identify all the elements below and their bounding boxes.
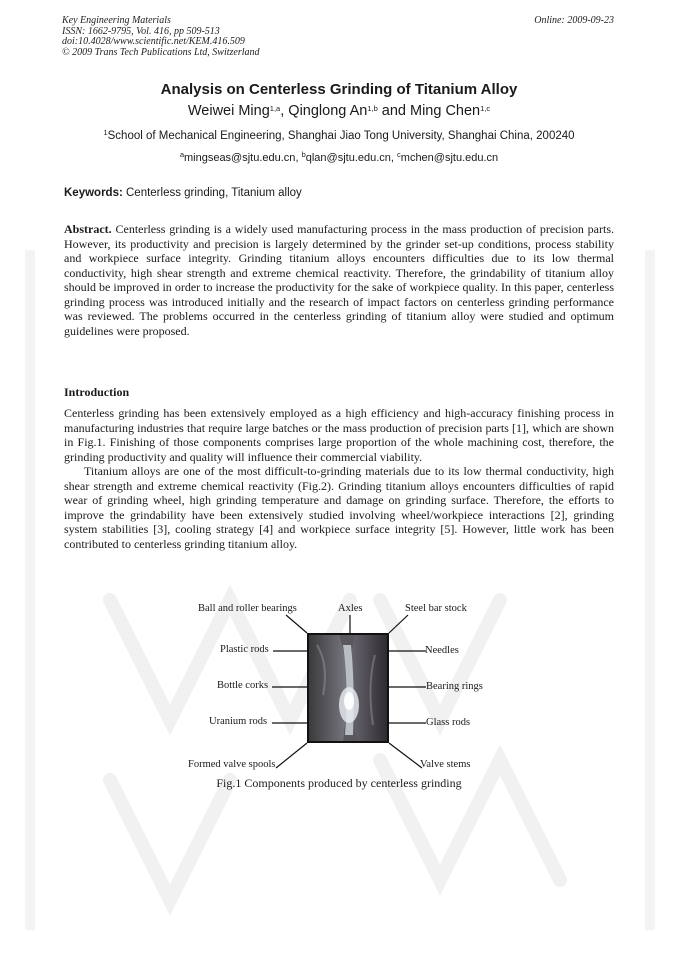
author-separator: and (377, 103, 410, 119)
centerless-grinding-photo (307, 633, 389, 743)
author-name: Weiwei Ming (187, 103, 270, 119)
abstract-text: Centerless grinding is a widely used manufacturing process in the mass production of precision parts. However, its productivity and precision is largely determined by the grinder set-up conditions, process stability and workpiece surface integrity. Grinding titanium alloys encounters difficulties due to its low thermal conductivity, high shear strength and extreme chemical reactivity. Therefore, the grindability of titanium alloy should be improved in order to increase the productivity for the sake of workpiece quality. In this paper, centerless grinding process was introduced initially and the research of impact factors on centerless grinding performance was reviewed. The problems occurred in the centerless grinding of titanium alloy were studied and optimum guidelines were proposed. (64, 222, 614, 338)
figure-label: Bearing rings (426, 681, 483, 692)
email-separator: , (390, 152, 398, 164)
introduction-body (64, 406, 614, 551)
author-superscript: 1,c (480, 104, 491, 113)
email-superscript: c (397, 150, 401, 159)
figure-label: Steel bar stock (405, 603, 467, 614)
online-date: Online: 2009-09-23 (534, 15, 614, 26)
figure-label: Ball and roller bearings (198, 603, 297, 614)
issn-line: ISSN: 1662-9795, Vol. 416, pp 509-513 (62, 25, 220, 37)
leader-line (389, 615, 408, 633)
email-link[interactable]: qlan@sjtu.edu.cn (305, 152, 391, 164)
email-link[interactable]: mingseas@sjtu.edu.cn (183, 152, 296, 164)
paper-title: Analysis on Centerless Grinding of Titanium Alloy (160, 81, 518, 98)
figure-label: Uranium rods (209, 716, 268, 727)
doi-line: doi:10.4028/www.scientific.net/KEM.416.509 (62, 36, 245, 47)
abstract-label: Abstract. (64, 222, 112, 236)
email-separator: , (295, 152, 302, 164)
email-superscript: b (301, 150, 306, 159)
email-list (0, 152, 678, 164)
figure-label: Formed valve spools (188, 759, 276, 770)
figure-caption: Fig.1 Components produced by centerless grinding (216, 776, 462, 790)
author-name: Ming Chen (410, 103, 481, 119)
figure-label: Axles (338, 603, 363, 614)
introduction-paragraph: Titanium alloys are one of the most difficult-to-grinding materials due to its low thermal conductivity, high shear strength and extreme chemical reactivity (Fig.2). Grinding titanium alloys encounters difficulties of rapid wear of grinding wheel, high grinding temperature and damage on grinding surface. Therefore, the efforts to improve the grindability have been extensively studied involving wheel/workpiece interactions [2], grinding system stabilities [3], cooling strategy [4] and workpiece surface integrity [5]. However, little work has been contributed to centerless grinding titanium alloy. (64, 464, 614, 551)
figure-label: Valve stems (420, 759, 471, 770)
figure-label: Needles (425, 645, 459, 656)
copyright-line: © 2009 Trans Tech Publications Ltd, Switzerland (62, 46, 260, 58)
leader-line (389, 743, 422, 768)
abstract (64, 222, 614, 338)
introduction-heading: Introduction (64, 385, 130, 399)
journal-name: Key Engineering Materials (62, 15, 171, 26)
author-superscript: 1,b (367, 104, 378, 113)
leader-line (276, 743, 307, 768)
author-separator: , (280, 103, 289, 119)
email-link[interactable]: mchen@sjtu.edu.cn (400, 152, 499, 164)
figure-label: Plastic rods (220, 644, 269, 655)
email-superscript: a (179, 150, 184, 159)
affiliation-text: School of Mechanical Engineering, Shanghai Jiao Tong University, Shanghai China, 200240 (107, 130, 575, 142)
figure-label: Glass rods (426, 717, 471, 728)
affiliation-superscript: 1 (103, 128, 108, 137)
author-list (0, 103, 678, 119)
introduction-paragraph: Centerless grinding has been extensively employed as a high efficiency and high-accuracy finishing process in manufacturing industries that require large batches or the mass production of precision parts [1], which are shown in Fig.1. Finishing of those components comprises large proportion of the whole machining cost, therefore, the grinding productivity and quality will influence their commercial viability. (64, 406, 614, 464)
leader-line (286, 615, 307, 633)
affiliation (0, 130, 678, 142)
keywords-text: Centerless grinding, Titanium alloy (122, 187, 302, 199)
keywords-label: Keywords: (64, 187, 123, 199)
figure-label: Bottle corks (217, 680, 269, 691)
author-name: Qinglong An (288, 103, 368, 119)
journal-header (62, 16, 260, 58)
keywords (64, 187, 302, 199)
figure-1 (0, 598, 678, 798)
author-superscript: 1,a (269, 104, 281, 113)
